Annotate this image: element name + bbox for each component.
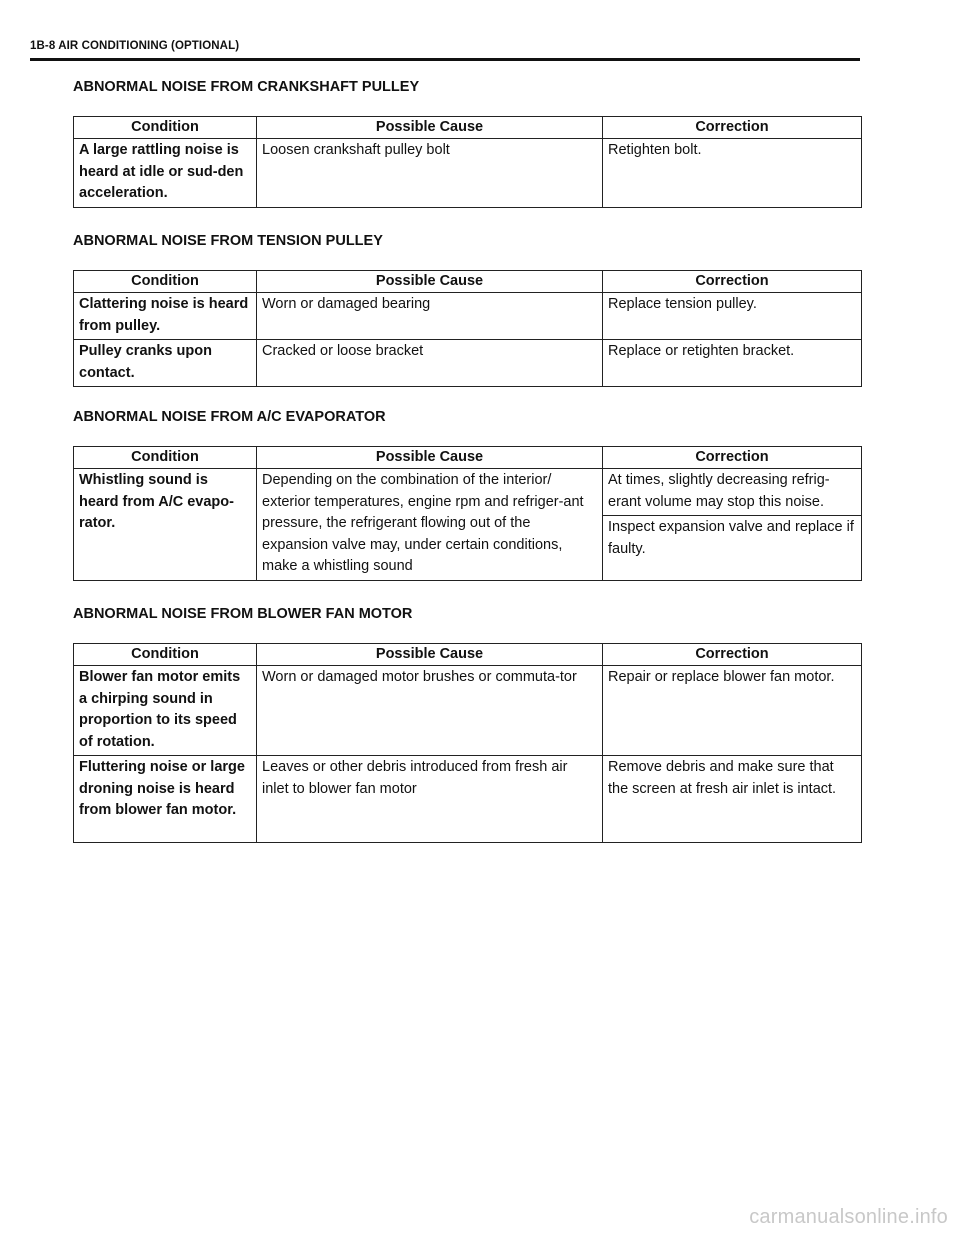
condition-cell: A large rattling noise is heard at idle or sud-den acceleration.	[74, 139, 257, 208]
correction-cell: Retighten bolt.	[603, 139, 862, 208]
condition-cell: Pulley cranks upon contact.	[74, 340, 257, 387]
header-rule	[30, 58, 860, 61]
page-header: 1B-8 AIR CONDITIONING (OPTIONAL)	[30, 40, 240, 52]
table-row	[74, 139, 862, 208]
correction-cell: Repair or replace blower fan motor.	[603, 666, 862, 756]
correction-cell: Replace or retighten bracket.	[603, 340, 862, 387]
condition-cell: Whistling sound is heard from A/C evapo-rator.	[74, 469, 257, 581]
column-header-correction: Correction	[603, 117, 862, 139]
troubleshooting-table	[73, 270, 862, 387]
cause-cell: Worn or damaged bearing	[257, 293, 603, 340]
column-header-condition: Condition	[74, 447, 257, 469]
column-header-correction: Correction	[603, 271, 862, 293]
condition-cell: Clattering noise is heard from pulley.	[74, 293, 257, 340]
section-title: ABNORMAL NOISE FROM A/C EVAPORATOR	[73, 409, 386, 425]
column-header-condition: Condition	[74, 271, 257, 293]
column-header-cause: Possible Cause	[257, 644, 603, 666]
table-header-row	[74, 271, 862, 293]
troubleshooting-table	[73, 643, 862, 843]
column-header-correction: Correction	[603, 447, 862, 469]
table-row	[74, 666, 862, 756]
table-header-row	[74, 644, 862, 666]
column-header-condition: Condition	[74, 117, 257, 139]
section-title: ABNORMAL NOISE FROM CRANKSHAFT PULLEY	[73, 79, 420, 95]
section-title: ABNORMAL NOISE FROM TENSION PULLEY	[73, 233, 383, 249]
troubleshooting-table	[73, 446, 862, 581]
cause-cell: Leaves or other debris introduced from fresh air inlet to blower fan motor	[257, 756, 603, 843]
cause-cell: Loosen crankshaft pulley bolt	[257, 139, 603, 208]
correction-cell: Inspect expansion valve and replace if faulty.	[603, 516, 862, 580]
table-header-row	[74, 447, 862, 469]
correction-cell: Replace tension pulley.	[603, 293, 862, 340]
condition-cell: Fluttering noise or large droning noise is heard from blower fan motor.	[74, 756, 257, 843]
cause-cell: Worn or damaged motor brushes or commuta-tor	[257, 666, 603, 756]
column-header-cause: Possible Cause	[257, 117, 603, 139]
table-row	[74, 340, 862, 387]
troubleshooting-table	[73, 116, 862, 208]
column-header-cause: Possible Cause	[257, 447, 603, 469]
table-row	[74, 293, 862, 340]
cause-cell: Depending on the combination of the interior/ exterior temperatures, engine rpm and refriger-ant pressure, the refrigerant flowing out of the expansion valve may, under certain conditions, make a whistling sound	[257, 469, 603, 581]
correction-cell: At times, slightly decreasing refrig-erant volume may stop this noise.	[603, 469, 862, 516]
column-header-correction: Correction	[603, 644, 862, 666]
table-row	[74, 756, 862, 843]
cause-cell: Cracked or loose bracket	[257, 340, 603, 387]
correction-cell: Remove debris and make sure that the screen at fresh air inlet is intact.	[603, 756, 862, 843]
condition-cell: Blower fan motor emits a chirping sound in proportion to its speed of rotation.	[74, 666, 257, 756]
column-header-cause: Possible Cause	[257, 271, 603, 293]
watermark: carmanualsonline.info	[749, 1206, 948, 1228]
section-title: ABNORMAL NOISE FROM BLOWER FAN MOTOR	[73, 606, 413, 622]
table-row	[74, 469, 862, 516]
column-header-condition: Condition	[74, 644, 257, 666]
table-header-row	[74, 117, 862, 139]
